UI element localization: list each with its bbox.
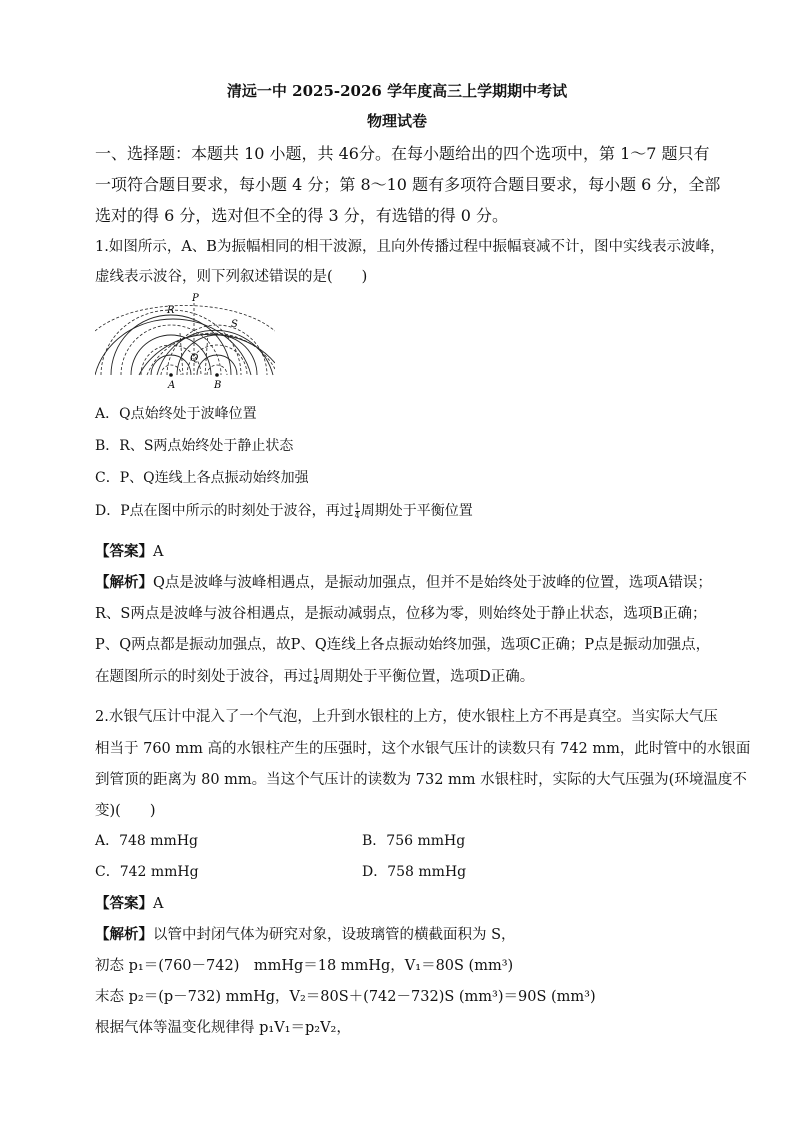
analysis-line: 【解析】以管中封闭气体为研究对象，设玻璃管的横截面积为 S， (95, 926, 516, 943)
analysis-line: P、Q两点都是振动加强点，故P、Q连线上各点振动始终加强，选项C正确；P点是振动加强点， (95, 637, 711, 653)
label-s: S (231, 319, 238, 330)
question-stem-line: 2.水银气压计中混入了一个气泡，上升到水银柱的上方，使水银柱上方不再是真空。当实际大气压 (95, 709, 718, 725)
analysis-label: 【解析】 (95, 926, 153, 943)
answer-value: A (153, 896, 164, 912)
section-intro-line: 选对的得 6 分，选对但不全的得 3 分，有选错的得 0 分。 (95, 206, 509, 225)
question-stem-line: 相当于 760 mm 高的水银柱产生的压强时，这个水银气压计的读数只有 742 mm，此时管中的水银面 (95, 741, 751, 757)
question-stem-line: 虚线表示波谷，则下列叙述错误的是( ) (95, 269, 368, 285)
exam-title: 清远一中 2025-2026 学年度高三上学期期中考试 (226, 82, 568, 100)
option-b: B．756 mmHg (362, 833, 466, 849)
law-line: 根据气体等温变化规律得 p₁V₁＝p₂V₂， (95, 1020, 351, 1036)
option-d (95, 500, 473, 520)
answer-label: 【答案】 (95, 543, 153, 560)
final-state-line: 末态 p₂＝(p－732) mmHg，V₂＝80S＋(742－732)S (mm³)＝90S (mm³) (95, 989, 596, 1005)
wave-interference-figure (95, 293, 275, 393)
option-c: C．P、Q连线上各点振动始终加强 (95, 470, 309, 486)
question-stem-line: 到管顶的距离为 80 mm。当这个气压计的读数为 732 mm 水银柱时，实际的大气压强为(环境温度不 (95, 772, 747, 788)
option-b: B．R、S两点始终处于静止状态 (95, 438, 294, 454)
answer-line (95, 892, 163, 913)
label-p: P (192, 293, 199, 304)
label-a: A (168, 380, 176, 391)
option-d-post: 周期处于平衡位置 (360, 503, 473, 519)
label-b: B (214, 380, 222, 391)
analysis-line: 【解析】Q点是波峰与波峰相遇点，是振动加强点，但并不是始终处于波峰的位置，选项A错误； (95, 574, 712, 591)
analysis-line: R、S两点是波峰与波谷相遇点，是振动减弱点，位移为零，则始终处于静止状态，选项B正确； (95, 606, 707, 622)
answer-label: 【答案】 (95, 895, 153, 912)
fraction: $\frac{1}{4}$ (354, 501, 360, 520)
analysis-label: 【解析】 (95, 574, 153, 591)
option-d-pre: D．P点在图中所示的时刻处于波谷，再过 (95, 503, 354, 519)
label-q: Q (190, 353, 199, 364)
label-r: R (167, 305, 175, 316)
option-a: A．Q点始终处于波峰位置 (95, 406, 257, 422)
analysis-line: 在题图所示的时刻处于波谷，再过 $\frac{1}{4}$ 周期处于平衡位置，选项D正确。 (95, 667, 535, 686)
option-c: C．742 mmHg (95, 864, 199, 880)
section-intro-line: 一、选择题：本题共 10 小题，共 46分。在每小题给出的四个选项中，第 1～7 题只有 (95, 144, 710, 163)
question-stem-line: 变)( ) (95, 803, 156, 819)
initial-state-line: 初态 p₁＝(760－742) mmHg＝18 mmHg，V₁＝80S (mm³) (95, 958, 514, 974)
question-stem-line: 1.如图所示，A、B为振幅相同的相干波源，且向外传播过程中振幅衰减不计，图中实线表示波峰， (95, 239, 725, 255)
exam-subtitle: 物理试卷 (366, 112, 427, 130)
option-a: A．748 mmHg (95, 833, 199, 849)
answer-value: A (153, 544, 164, 560)
fraction: $\frac{1}{4}$ (313, 667, 319, 686)
answer-line (95, 540, 163, 561)
option-d: D．758 mmHg (362, 864, 467, 880)
section-intro-line: 一项符合题目要求，每小题 4 分；第 8～10 题有多项符合题目要求，每小题 6 分，全部 (95, 175, 721, 194)
